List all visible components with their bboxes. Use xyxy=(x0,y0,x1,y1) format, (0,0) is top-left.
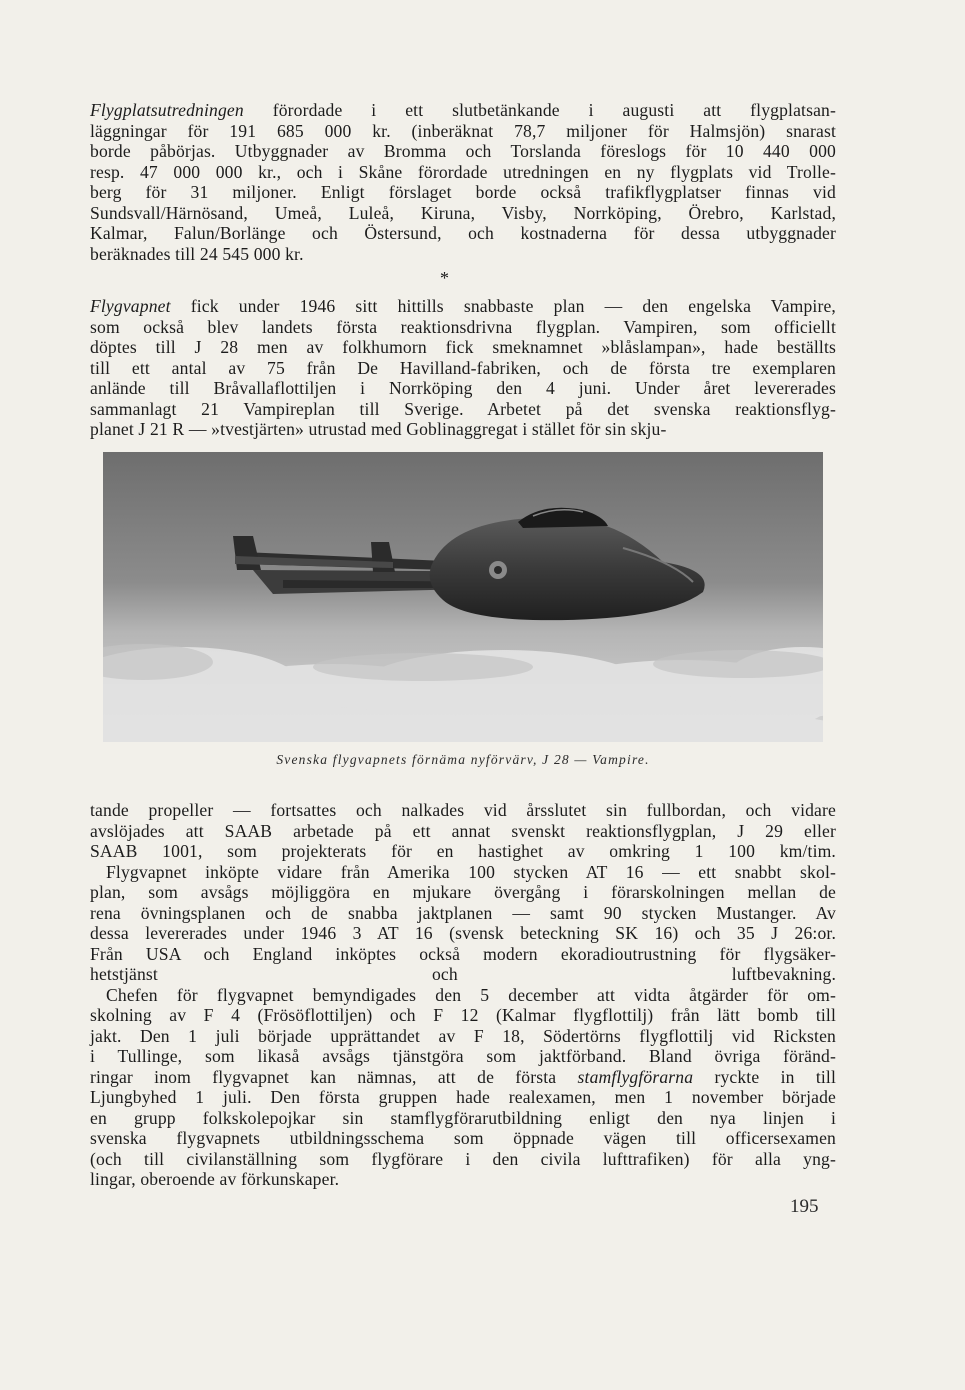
line-text: Ljungbyhed 1 juli. Den första gruppen hade realexamen, men 1 november började xyxy=(90,1087,836,1107)
text-line xyxy=(90,1026,836,1047)
text-line xyxy=(90,317,836,338)
line-text: förordade i ett slutbetänkande i augusti att flygplatsan- xyxy=(243,100,836,120)
text-line xyxy=(90,1005,836,1026)
paragraph-air-force-vampire xyxy=(90,296,836,440)
line-text: en grupp folkskolepojkar sin stamflygförarutbildning enligt den nya linjen i xyxy=(90,1107,836,1128)
line-text: Från USA och England inköptes också modern ekoradioutrustning för flygsäker- xyxy=(90,943,836,964)
line-text: planet J 21 R — »tvestjärten» utrustad med Goblinaggregat i stället för sin skju- xyxy=(90,419,667,439)
line-text: som också blev landets första reaktionsdrivna flygplan. Vampiren, som officiellt xyxy=(90,316,836,337)
text-line xyxy=(90,337,836,358)
line-text: borde påbörjas. Utbyggnader av Bromma och Torslanda föreslogs för 10 440 000 xyxy=(90,141,836,161)
line-text: anlände till Bråvallaflottiljen i Norrköping den 4 juni. Under året levererades xyxy=(90,378,836,398)
page-number: 195 xyxy=(790,1196,819,1217)
line-text: fick under 1946 sitt hittills snabbaste plan — den engelska Vampire, xyxy=(170,296,836,316)
line-text: Sundsvall/Härnösand, Umeå, Luleå, Kiruna, Visby, Norrköping, Örebro, Karlstad, xyxy=(90,202,836,223)
section-separator: * xyxy=(440,268,449,288)
text-line xyxy=(90,903,836,924)
text-line xyxy=(90,1128,836,1149)
text-line xyxy=(90,964,836,985)
paragraph-airport-inquiry xyxy=(90,100,836,264)
paragraph-air-force-continued xyxy=(90,800,836,1190)
line-text: dessa levererades under 1946 3 AT 16 (svensk beteckning SK 16) och 35 J 26:or. xyxy=(90,923,836,943)
text-line xyxy=(90,121,836,142)
emphasized-term: Flygvapnet xyxy=(90,296,171,316)
line-text: döptes till J 28 men av folkhumorn fick smeknamnet »blåslampan», hade beställts xyxy=(90,337,836,357)
text-line xyxy=(90,985,836,1006)
line-text: tande propeller — fortsattes och nalkades vid årsslutet sin fullbordan, och vidare xyxy=(90,800,836,820)
text-line xyxy=(90,821,836,842)
text-line xyxy=(90,182,836,203)
text-line xyxy=(90,419,836,440)
text-line xyxy=(90,1169,836,1190)
emphasized-term: Flygplatsutredningen xyxy=(90,100,244,120)
line-text: resp. 47 000 000 kr., och i Skåne förordade utredningen en ny flygplats vid Trolle- xyxy=(90,161,836,182)
line-text: avslöjades att SAAB arbetade på ett annat svenskt reaktionsflygplan, J 29 eller xyxy=(90,820,836,841)
text-line xyxy=(90,162,836,183)
line-text: rena övningsplanen och de snabba jaktplanen — samt 90 stycken Mustanger. Av xyxy=(90,902,836,923)
vampire-jet-photo xyxy=(103,452,823,742)
text-line xyxy=(90,358,836,379)
line-text: läggningar för 191 685 000 kr. (inberäknat 78,7 miljoner för Halmsjön) snarast xyxy=(90,120,836,141)
text-line xyxy=(90,862,836,883)
text-line xyxy=(90,882,836,903)
text-line xyxy=(90,800,836,821)
line-text: ringar inom flygvapnet kan nämnas, att de första xyxy=(90,1066,578,1087)
text-line xyxy=(90,223,836,244)
line-text: beräknades till 24 545 000 kr. xyxy=(90,243,304,264)
line-text: ryckte in till xyxy=(693,1066,836,1087)
text-line xyxy=(90,244,836,265)
text-line xyxy=(90,378,836,399)
line-text: (och till civilanställning som flygförare i den civila lufttrafiken) för alla yng- xyxy=(90,1148,836,1169)
line-text: SAAB 1001, som projekterats för en hastighet av omkring 1 100 km/tim. xyxy=(90,841,836,861)
line-text: i Tullinge, som likaså avsågs tjänstgöra som jaktförband. Bland övriga föränd- xyxy=(90,1046,836,1066)
text-line xyxy=(90,923,836,944)
text-line xyxy=(90,1108,836,1129)
text-line xyxy=(90,141,836,162)
line-text: skolning av F 4 (Frösöflottiljen) och F 12 (Kalmar flygflottilj) från lätt bomb till xyxy=(90,1005,836,1025)
line-text: jakt. Den 1 juli började upprättandet av F 18, Södertörns flygflottilj vid Ricksten xyxy=(90,1025,836,1046)
line-text: Flygvapnet inköpte vidare från Amerika 100 stycken AT 16 — ett snabbt skol- xyxy=(106,861,836,882)
text-line xyxy=(90,296,836,317)
text-line xyxy=(90,1046,836,1067)
line-text: berg för 31 miljoner. Enligt förslaget borde också trafikflygplatser finnas vid xyxy=(90,182,836,202)
line-text: Kalmar, Falun/Borlänge och Östersund, och kostnaderna för dessa utbyggnader xyxy=(90,223,836,243)
emphasized-term: stamflygförarna xyxy=(577,1066,694,1087)
text-line xyxy=(90,841,836,862)
line-text: lingar, oberoende av förkunskaper. xyxy=(90,1169,340,1189)
line-text: till ett antal av 75 från De Havilland-fabriken, och de första tre exemplaren xyxy=(90,357,836,378)
text-line xyxy=(90,1067,836,1088)
line-text: Chefen för flygvapnet bemyndigades den 5 december att vidta åtgärder för om- xyxy=(106,984,836,1005)
line-text: plan, som avsågs möjliggöra en mjukare övergång i förarskolningen mellan de xyxy=(90,882,836,902)
photo-caption: Svenska flygvapnets förnäma nyförvärv, J 28 — Vampire. xyxy=(276,752,650,767)
line-text: svenska flygvapnets utbildningsschema som öppnade vägen till officersexamen xyxy=(90,1128,836,1148)
line-text: hetstjänst och luftbevakning. xyxy=(90,964,836,984)
text-line xyxy=(90,203,836,224)
text-line xyxy=(90,399,836,420)
text-line xyxy=(90,1087,836,1108)
line-text: sammanlagt 21 Vampireplan till Sverige. Arbetet på det svenska reaktionsflyg- xyxy=(90,398,836,419)
text-line xyxy=(90,944,836,965)
text-line xyxy=(90,1149,836,1170)
text-line xyxy=(90,100,836,121)
